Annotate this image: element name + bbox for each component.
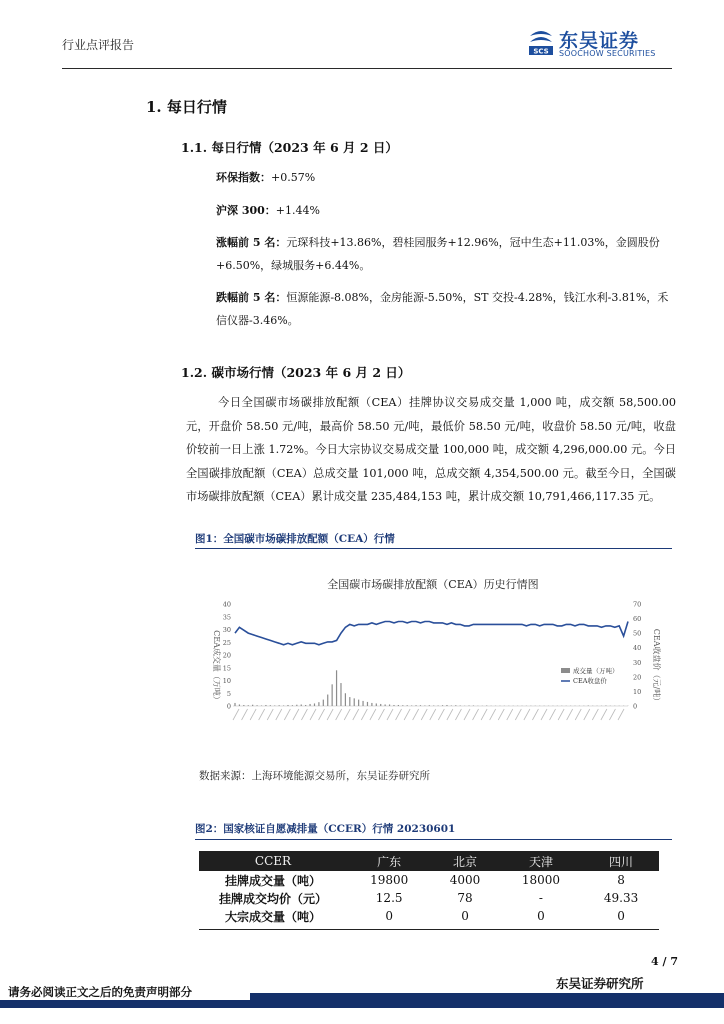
x-tick-mark [455,709,461,720]
volume-bar [305,705,306,706]
row-label: 大宗成交量（吨） [224,909,321,924]
volume-bar [283,705,284,706]
left-tick-label: 30 [222,626,231,634]
right-tick-label: 20 [633,673,642,682]
table-cell: 0 [617,909,625,923]
left-tick-label: 5 [226,689,231,698]
x-tick-mark [319,709,325,720]
table-cell: 8 [617,873,625,887]
left-tick-label: 10 [222,677,231,685]
report-category: 行业点评报告 [62,38,135,52]
ccer-table-header [199,851,659,871]
x-tick-mark [387,709,393,720]
hs300-value: +1.44% [275,204,320,217]
left-tick-label: 25 [222,638,231,647]
col-header-guangdong: 广东 [347,851,431,871]
top-losers-label: 跌幅前 5 名： [216,291,287,304]
env-index-value: +0.57% [271,171,316,184]
section-title: 1. 每日行情 [146,98,227,116]
x-tick-mark [438,709,444,720]
x-tick-mark [558,709,564,720]
col-header-ccer: CCER [199,851,347,871]
logo-mark-text: SCS [533,47,549,56]
page-number: 4 / 7 [651,955,678,968]
table-cell: 49.33 [603,891,639,905]
volume-bar [332,684,333,706]
table-cell: 0 [537,909,545,923]
price-line [235,622,628,645]
table-cell: 19800 [370,873,409,887]
volume-bar [309,704,310,706]
volume-bar [486,705,487,706]
footer-bar [0,1000,724,1008]
x-tick-mark [601,709,607,720]
volume-bar [239,704,240,706]
left-tick-label: 35 [222,613,231,622]
table-row [199,889,659,907]
volume-bar [385,704,386,706]
x-tick-mark [421,709,427,720]
table-cell: 78 [457,891,473,905]
x-tick-mark [353,709,359,720]
volume-bar [327,695,328,706]
company-logo [527,26,677,62]
right-tick-label: 40 [633,644,642,653]
volume-bars [234,670,628,706]
left-tick-label: 40 [222,600,231,609]
table-cell: 4000 [449,873,481,887]
x-tick-mark [404,709,410,720]
legend-price-label: CEA收盘价 [573,677,607,685]
x-tick-mark [361,709,367,720]
table-row [199,871,659,889]
figure1-caption: 图1：全国碳市场碳排放配额（CEA）行情 [195,533,395,545]
volume-bar [270,705,271,706]
right-tick-label: 60 [633,615,642,624]
volume-bar [323,700,324,706]
footer-accent-bar [250,993,724,1000]
left-tick-label: 20 [222,651,231,660]
volume-bar [438,705,439,706]
volume-bar [256,705,257,706]
x-tick-mark [592,709,598,720]
x-tick-mark [284,709,290,720]
x-axis-date-ticks [233,709,624,720]
volume-bar [429,705,430,706]
volume-bar [349,697,350,706]
volume-bar [354,698,355,706]
soochow-logo-icon [527,28,555,58]
volume-bar [279,705,280,706]
left-axis-ticks [223,601,231,711]
carbon-market-paragraph: 今日全国碳市场碳排放配额（CEA）挂牌协议交易成交量 1,000 吨，成交额 58,500.00 元，开盘价 58.50 元/吨，最高价 58.50 元/吨，最低价 58.50 元/吨，收盘价 58.50 元/吨，收盘价较前一日上涨 1.72%。今日大宗协议交易成交量 100,000 吨，成交额 4,296,000.00 元。今日全国碳排放配额（CEA）总成交量 101,000 吨，总成交额 4,354,500.00 元。截至今日，全国碳市场碳排放配额（CEA）累计成交量 235,484,153 吨，累计成交额 10,791,466,117.35 元。 [186,396,676,503]
volume-bar [340,683,341,706]
volume-bar [314,703,315,706]
volume-bar [588,705,589,706]
x-tick-mark [498,709,504,720]
top-gainers-label: 涨幅前 5 名： [216,236,287,249]
x-tick-mark [370,709,376,720]
left-tick-label: 15 [222,664,231,673]
right-axis-ticks [633,601,641,711]
volume-bar [455,705,456,706]
volume-bar [398,705,399,706]
x-tick-mark [532,709,538,720]
legend-volume-swatch [561,668,570,673]
x-tick-mark [464,709,470,720]
right-tick-label: 0 [633,702,638,711]
x-tick-mark [242,709,248,720]
volume-bar [292,705,293,706]
legend-volume-label: 成交量（万吨） [573,667,619,675]
volume-bar [261,705,262,706]
x-tick-mark [584,709,590,720]
table-cell: 0 [461,909,469,923]
top-gainers-paragraph [216,231,678,277]
figure1-source: 数据来源：上海环境能源交易所，东吴证券研究所 [199,770,430,782]
x-tick-mark [250,709,256,720]
footer-brand: 东吴证券研究所 [556,976,644,991]
price-line-path [235,622,628,645]
subsection-title-carbon: 1.2. 碳市场行情（2023 年 6 月 2 日） [181,365,411,380]
x-tick-mark [473,709,479,720]
x-tick-mark [336,709,342,720]
x-tick-mark [490,709,496,720]
chart-ylabel-left: CEA成交量（万吨） [212,630,221,704]
volume-bar [442,705,443,706]
volume-bar [605,705,606,706]
ccer-table [199,851,659,925]
figure1-caption-rule [195,548,672,549]
env-index-label: 环保指数： [216,171,271,184]
volume-bar [287,705,288,706]
x-tick-mark [575,709,581,720]
x-tick-mark [550,709,556,720]
table-cell: - [538,891,543,905]
x-tick-mark [618,709,624,720]
hs300-line [216,199,678,222]
right-tick-label: 50 [633,629,642,638]
chart-title: 全国碳市场碳排放配额（CEA）历史行情图 [327,578,539,591]
volume-bar [265,705,266,706]
volume-bar [296,705,297,706]
volume-bar [433,705,434,706]
x-tick-mark [481,709,487,720]
volume-bar [336,670,337,706]
volume-bar [393,705,394,706]
volume-bar [274,705,275,706]
top-losers-paragraph [216,286,678,332]
top-gainers-value: 元琛科技+13.86%，碧桂园服务+12.96%，冠中生态+11.03%，金圆股份+6.50%，绿城服务+6.44%。 [216,236,660,272]
left-tick-label: 0 [226,702,231,711]
right-tick-label: 10 [633,687,642,696]
volume-bar [318,702,319,706]
volume-bar [420,705,421,706]
table-bottom-rule [199,929,659,930]
x-tick-mark [344,709,350,720]
x-tick-mark [233,709,239,720]
x-tick-mark [276,709,282,720]
row-label: 挂牌成交均价（元） [218,891,327,906]
chart-legend [561,666,619,685]
x-tick-mark [541,709,547,720]
x-tick-mark [327,709,333,720]
volume-bar [407,705,408,706]
x-tick-mark [430,709,436,720]
volume-bar [451,705,452,706]
figure2-caption-rule [195,839,672,840]
x-tick-mark [396,709,402,720]
x-tick-mark [567,709,573,720]
volume-bar [371,703,372,706]
volume-bar [415,705,416,706]
env-index-line [216,166,678,189]
x-tick-mark [609,709,615,720]
volume-bar [243,705,244,706]
x-tick-mark [447,709,453,720]
volume-bar [389,704,390,706]
right-tick-label: 30 [633,658,642,667]
x-tick-mark [515,709,521,720]
top-losers-value: 恒源能源-8.08%，金房能源-5.50%，ST 交投-4.28%，钱江水利-3.81%，禾信仪器-3.46%。 [216,291,669,327]
col-header-tianjin: 天津 [499,851,583,871]
volume-bar [402,705,403,706]
subsection-title-daily: 1.1. 每日行情（2023 年 6 月 2 日） [181,140,398,155]
volume-bar [234,703,235,706]
table-cell: 0 [385,909,393,923]
logo-text-en: SOOCHOW SECURITIES [559,49,656,58]
x-tick-mark [293,709,299,720]
volume-bar [380,704,381,706]
logo-text-cn: 东吴证券 [559,30,640,52]
volume-bar [367,702,368,706]
volume-bar [358,700,359,706]
x-tick-mark [259,709,265,720]
volume-bar [362,701,363,706]
x-tick-mark [310,709,316,720]
volume-bar [468,705,469,706]
table-cell: 12.5 [375,891,403,905]
volume-bar [446,705,447,706]
x-tick-mark [301,709,307,720]
col-header-beijing: 北京 [431,851,498,871]
cea-price-chart [203,560,663,765]
x-tick-mark [267,709,273,720]
col-header-sichuan: 四川 [583,851,659,871]
volume-bar [411,705,412,706]
table-row [199,907,659,925]
volume-bar [248,705,249,706]
disclaimer-note: 请务必阅读正文之后的免责声明部分 [8,985,192,999]
x-tick-mark [524,709,530,720]
table-cell: 18000 [521,873,561,887]
x-tick-mark [413,709,419,720]
volume-bar [376,703,377,706]
chart-ylabel-right: CEA收盘价（元/吨） [652,628,661,706]
figure2-caption: 图2：国家核证自愿减排量（CCER）行情 20230601 [195,823,456,835]
volume-bar [424,705,425,706]
hs300-label: 沪深 300： [216,204,276,217]
volume-bar [473,705,474,706]
volume-bar [301,704,302,706]
volume-bar [345,693,346,706]
x-tick-mark [378,709,384,720]
volume-bar [252,705,253,706]
x-tick-mark [507,709,513,720]
volume-bar [460,705,461,706]
header-divider [62,68,672,69]
right-tick-label: 70 [633,600,642,609]
row-label: 挂牌成交量（吨） [224,873,321,888]
